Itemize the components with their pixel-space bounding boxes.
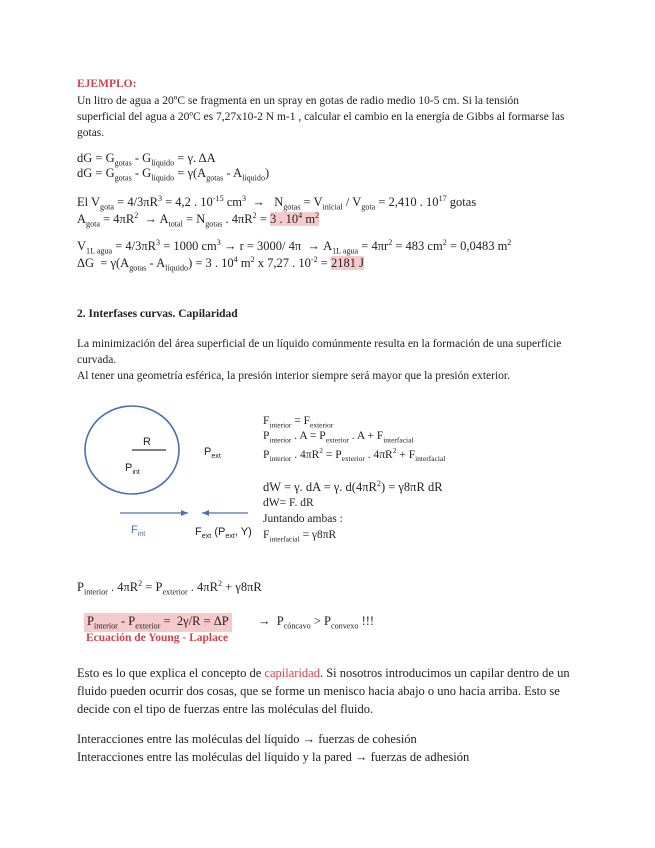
delta-g-result-highlight: 2181 J (330, 256, 364, 271)
young-laplace-box: $P_{interior} - P_{exterior} = 2\gamma/R = \Delta P$ (84, 613, 232, 632)
gibbs-equation-1: dG = $G_{gotas} - G_{líquido} = \gamma$. ΔA (77, 151, 216, 168)
example-text-line-3: gotas. (77, 127, 105, 139)
capillarity-line-3: decide con el tipo de fuerzas entre las moléculas del fluido. (77, 702, 374, 716)
internal-force-arrowhead (181, 510, 188, 516)
section-text-line-1: La minimización del área superficial de un líquido comúnmente resulta en la formación de una superficie (77, 338, 562, 350)
section-text-line-3: Al tener una geometría esférica, la presión interior siempre será mayor que la presión exterior. (77, 370, 510, 382)
area-equation (77, 211, 319, 229)
delta-g-prefix: $\Delta G = \gamma(A_{gotas} - A_{líquido}) = 3$ . $10^4$ $m^2$ x 7,27 . $10^{-2}$ = (77, 255, 331, 273)
pressure-sphere-eq: $P_{interior}$ . $4\pi R^2 = P_{exterior}$ . $4\pi R^2 + F_{interfacial}$ (263, 446, 446, 464)
example-text-line-1: Un litro de agua a 20ºC se fragmenta en un spray en gotas de radio medio 10-5 cm. Si la tensión (77, 95, 520, 107)
work-eq: dW = γ. dA = γ. $d(4\pi R^2) = \gamma 8\pi R$ dR (263, 479, 443, 495)
section-text-line-2: curvada. (77, 354, 117, 366)
radius-label: R (143, 436, 151, 448)
external-force-arrowhead (202, 510, 209, 516)
combine-text: Juntando ambas : (263, 513, 343, 525)
capillarity-text-b: . Si nosotros introducimos un capilar dentro de un (319, 666, 570, 680)
section-heading: 2. Interfases curvas. Capilaridad (77, 308, 238, 320)
example-text-line-2: superficial del agua a 20ºC es 7,27x10-2 N m-1 , calcular el cambio en la energía de Gibbs al formarse las (77, 111, 565, 123)
capillarity-line-1 (77, 664, 570, 682)
capillarity-line-2: fluido pueden ocurrir dos cosas, que se forme un menisco hacia abajo o uno hacia arriba. Esto se (77, 684, 560, 698)
concave-convex-eq: → $P_{cóncavo} > P_{convexo}$ !!! (258, 614, 375, 631)
capillarity-text-a: Esto es lo que explica el concepto de (77, 666, 265, 680)
balance-equation: $P_{interior}$ . $4\pi R^2 = P_{exterior}$ . $4\pi R^2 + \gamma 8\pi R$ (77, 579, 262, 597)
work-force-eq: dW= F. dR (263, 497, 314, 509)
capillarity-keyword: capilaridad (264, 666, 320, 680)
adhesion-line: Interacciones entre las moléculas del líquido y la pared → fuerzas de adhesión (77, 750, 470, 764)
gibbs-equation-2: dG = $G_{gotas} - G_{líquido} = \gamma(A_{gotas} - A_{líquido})$ (77, 166, 270, 183)
example-title: EJEMPLO: (77, 78, 137, 90)
area-result-highlight: 3 . $10^4$ $m^2$ (270, 211, 320, 227)
drop-volume-equation: El $V_{gota} = 4/3\pi R^3 = 4,2$ . $10^{-15}$ $cm^3 \to N_{gotas} = V_{inicial} / V_{gota} = 2,410$ . $10^{17}$ gotas (77, 194, 477, 212)
delta-g-equation (77, 255, 364, 273)
cohesion-line: Interacciones entre las moléculas del líquido → fuerzas de cohesión (77, 732, 417, 746)
external-pressure-label: $P_{ext}$ (204, 446, 221, 461)
external-force-label: $F_{ext}$ ($P_{ext}$, Y) (195, 526, 252, 541)
internal-pressure-label: $P_{int}$ (125, 462, 140, 477)
pressure-area-eq: $P_{interior}$ . $A = P_{exterior}$ . $A + F_{interfacial}$ (263, 430, 414, 445)
interfacial-force-eq: $F_{interfacial} = \gamma 8\pi R$ (263, 529, 337, 544)
internal-force-label: $F_{int}$ (131, 524, 146, 539)
young-laplace-name: Ecuación de Young - Laplace (86, 632, 229, 644)
force-balance-eq: $F_{interior} = F_{exterior}$ (263, 415, 334, 430)
area-equation-prefix: $A_{gota} = 4\pi R^2 \to A_{total} = N_{gotas}$ . $4\pi R^2$ = (77, 211, 271, 229)
liter-area-equation: $V_{1L agua} = 4/3\pi R^3 = 1000$ $cm^3 \to r = 3000/$ $4\pi \to A_{1L agua} = 4\pi r^2 = 483$ $cm^2 = 0,0483$ $m^2$ (77, 238, 512, 256)
